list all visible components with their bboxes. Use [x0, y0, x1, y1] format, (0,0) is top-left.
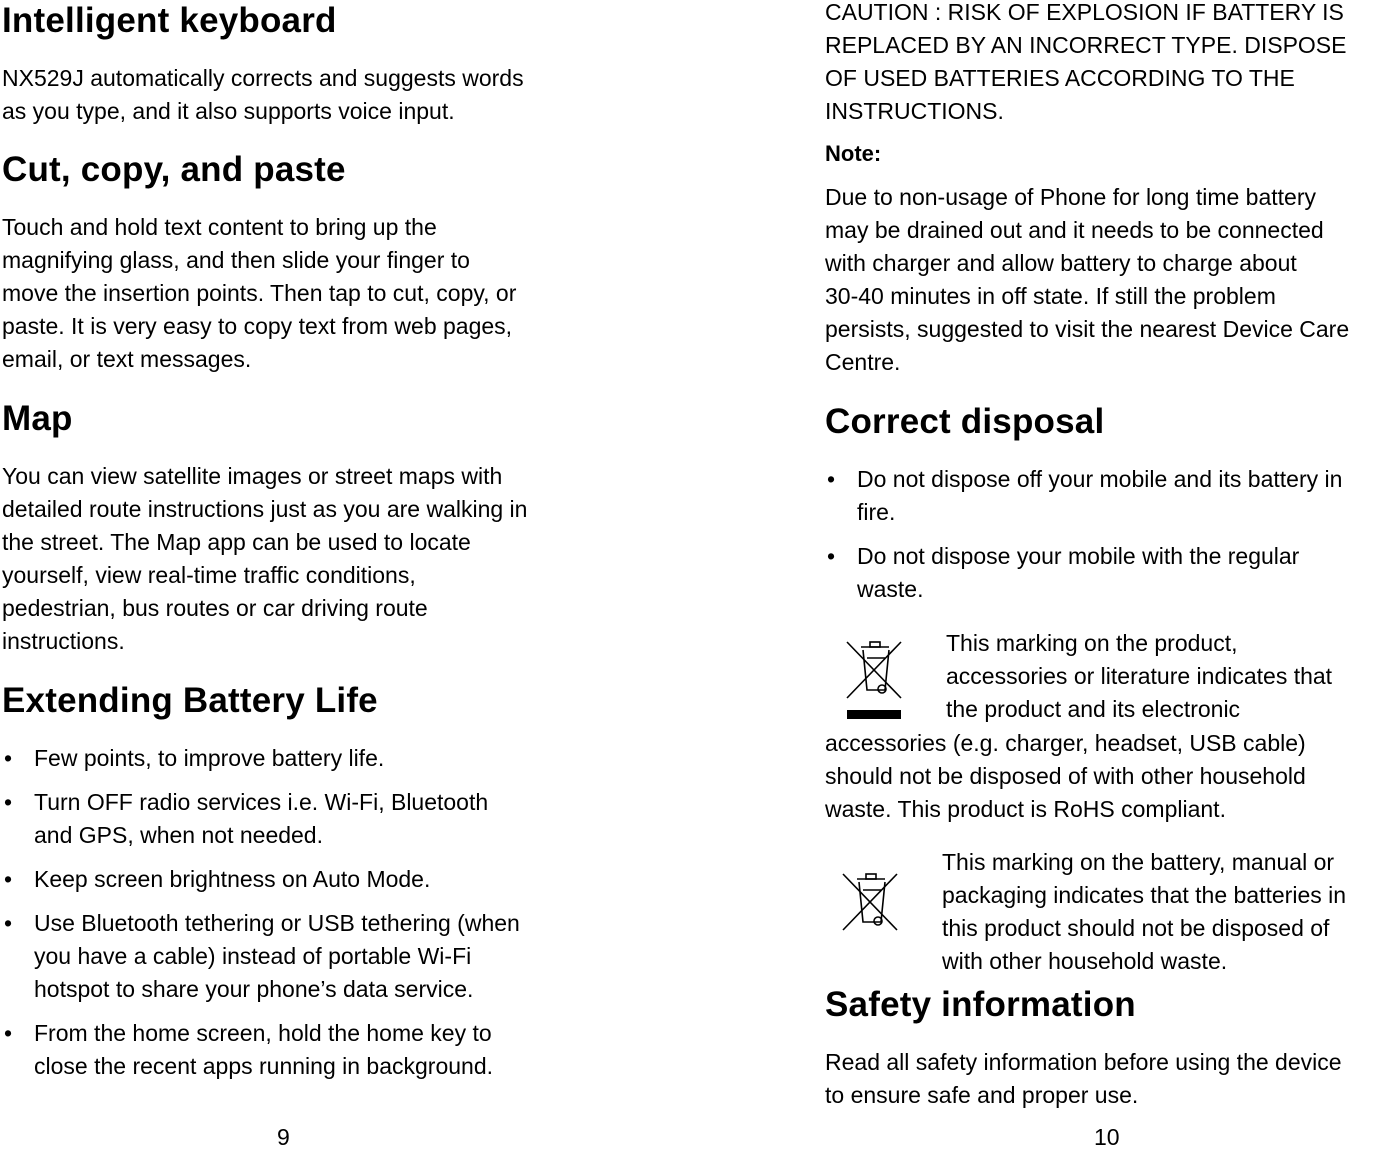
- heading-intelligent-keyboard: Intelligent keyboard: [2, 1, 337, 40]
- page-number-right: 10: [1094, 1124, 1120, 1150]
- page-number-left: 9: [277, 1124, 290, 1150]
- text-line: hotspot to share your phone’s data service.: [34, 976, 474, 1002]
- heading-correct-disposal: Correct disposal: [825, 402, 1105, 441]
- disposal-list: [825, 463, 1391, 606]
- text-line: to ensure safe and proper use.: [825, 1082, 1139, 1108]
- cut-copy-paste-text: [2, 211, 602, 376]
- battery-mark-text: [942, 846, 1391, 978]
- map-text: [2, 460, 602, 658]
- text-line: NX529J automatically corrects and suggests words: [2, 65, 524, 91]
- text-line: Do not dispose off your mobile and its battery in: [857, 466, 1343, 492]
- text-line: instructions.: [2, 628, 125, 654]
- bullet-dot: •: [4, 745, 13, 771]
- list-item: [2, 742, 602, 775]
- bullet-dot: •: [4, 866, 13, 892]
- text-line: and GPS, when not needed.: [34, 822, 323, 848]
- text-line: pedestrian, bus routes or car driving route: [2, 595, 428, 621]
- note-label: Note:: [825, 141, 882, 166]
- text-line: REPLACED BY AN INCORRECT TYPE. DISPOSE: [825, 32, 1347, 58]
- heading-map: Map: [2, 399, 73, 438]
- text-line: detailed route instructions just as you are walking in: [2, 496, 528, 522]
- list-item: [2, 786, 602, 852]
- text-line: Touch and hold text content to bring up the: [2, 214, 437, 240]
- bullet-dot: •: [4, 789, 13, 815]
- note-text: [825, 181, 1391, 379]
- text-line: Centre.: [825, 349, 901, 375]
- text-line: Keep screen brightness on Auto Mode.: [34, 866, 431, 892]
- bullet-dot: •: [4, 910, 13, 936]
- text-line: accessories or literature indicates that: [946, 663, 1333, 689]
- safety-text: [825, 1046, 1391, 1112]
- text-line: email, or text messages.: [2, 346, 252, 372]
- text-line: you have a cable) instead of portable Wi-Fi: [34, 943, 472, 969]
- product-mark-text-bottom: [825, 727, 1391, 826]
- text-line: This marking on the battery, manual or: [942, 849, 1335, 875]
- text-line: persists, suggested to visit the nearest Device Care: [825, 316, 1350, 342]
- product-mark-text-top: [946, 627, 1391, 726]
- text-line: Due to non-usage of Phone for long time battery: [825, 184, 1316, 210]
- text-line: with charger and allow battery to charge about: [825, 250, 1297, 276]
- text-line: may be drained out and it needs to be connected: [825, 217, 1324, 243]
- text-line: Use Bluetooth tethering or USB tethering (when: [34, 910, 520, 936]
- list-item: [2, 907, 602, 1006]
- bullet-dot: •: [4, 1020, 13, 1046]
- weee-crossed-bin-icon: [839, 870, 901, 936]
- text-line: with other household waste.: [942, 948, 1228, 974]
- text-line: From the home screen, hold the home key to: [34, 1020, 492, 1046]
- text-line: as you type, and it also supports voice input.: [2, 98, 455, 124]
- caution-text: [825, 0, 1391, 128]
- text-line: INSTRUCTIONS.: [825, 98, 1004, 124]
- bullet-dot: •: [827, 466, 836, 492]
- text-line: Read all safety information before using the device: [825, 1049, 1342, 1075]
- weee-crossed-bin-with-bar-icon: [843, 638, 905, 724]
- text-line: OF USED BATTERIES ACCORDING TO THE: [825, 65, 1295, 91]
- text-line: Do not dispose your mobile with the regular: [857, 543, 1300, 569]
- text-line: move the insertion points. Then tap to cut, copy, or: [2, 280, 517, 306]
- bullet-dot: •: [827, 543, 836, 569]
- text-line: waste.: [857, 576, 924, 602]
- text-line: Turn OFF radio services i.e. Wi-Fi, Bluetooth: [34, 789, 489, 815]
- text-line: the product and its electronic: [946, 696, 1241, 722]
- text-line: 30-40 minutes in off state. If still the problem: [825, 283, 1276, 309]
- text-line: the street. The Map app can be used to locate: [2, 529, 471, 555]
- text-line: fire.: [857, 499, 896, 525]
- text-line: accessories (e.g. charger, headset, USB cable): [825, 730, 1306, 756]
- list-item: [2, 1017, 602, 1083]
- text-line: this product should not be disposed of: [942, 915, 1330, 941]
- text-line: packaging indicates that the batteries in: [942, 882, 1347, 908]
- text-line: waste. This product is RoHS compliant.: [825, 796, 1226, 822]
- text-line: should not be disposed of with other household: [825, 763, 1306, 789]
- list-item: [825, 540, 1391, 606]
- heading-safety-information: Safety information: [825, 985, 1136, 1024]
- text-line: yourself, view real-time traffic conditions,: [2, 562, 416, 588]
- text-line: magnifying glass, and then slide your finger to: [2, 247, 470, 273]
- text-line: CAUTION : RISK OF EXPLOSION IF BATTERY IS: [825, 0, 1344, 25]
- text-line: Few points, to improve battery life.: [34, 745, 385, 771]
- heading-extending-battery-life: Extending Battery Life: [2, 681, 378, 720]
- text-line: You can view satellite images or street maps with: [2, 463, 503, 489]
- battery-tips-list: [2, 742, 602, 1083]
- text-line: close the recent apps running in background.: [34, 1053, 494, 1079]
- intelligent-keyboard-text: [2, 62, 602, 128]
- text-line: paste. It is very easy to copy text from web pages,: [2, 313, 513, 339]
- list-item: [2, 863, 602, 896]
- list-item: [825, 463, 1391, 529]
- heading-cut-copy-paste: Cut, copy, and paste: [2, 150, 346, 189]
- text-line: This marking on the product,: [946, 630, 1238, 656]
